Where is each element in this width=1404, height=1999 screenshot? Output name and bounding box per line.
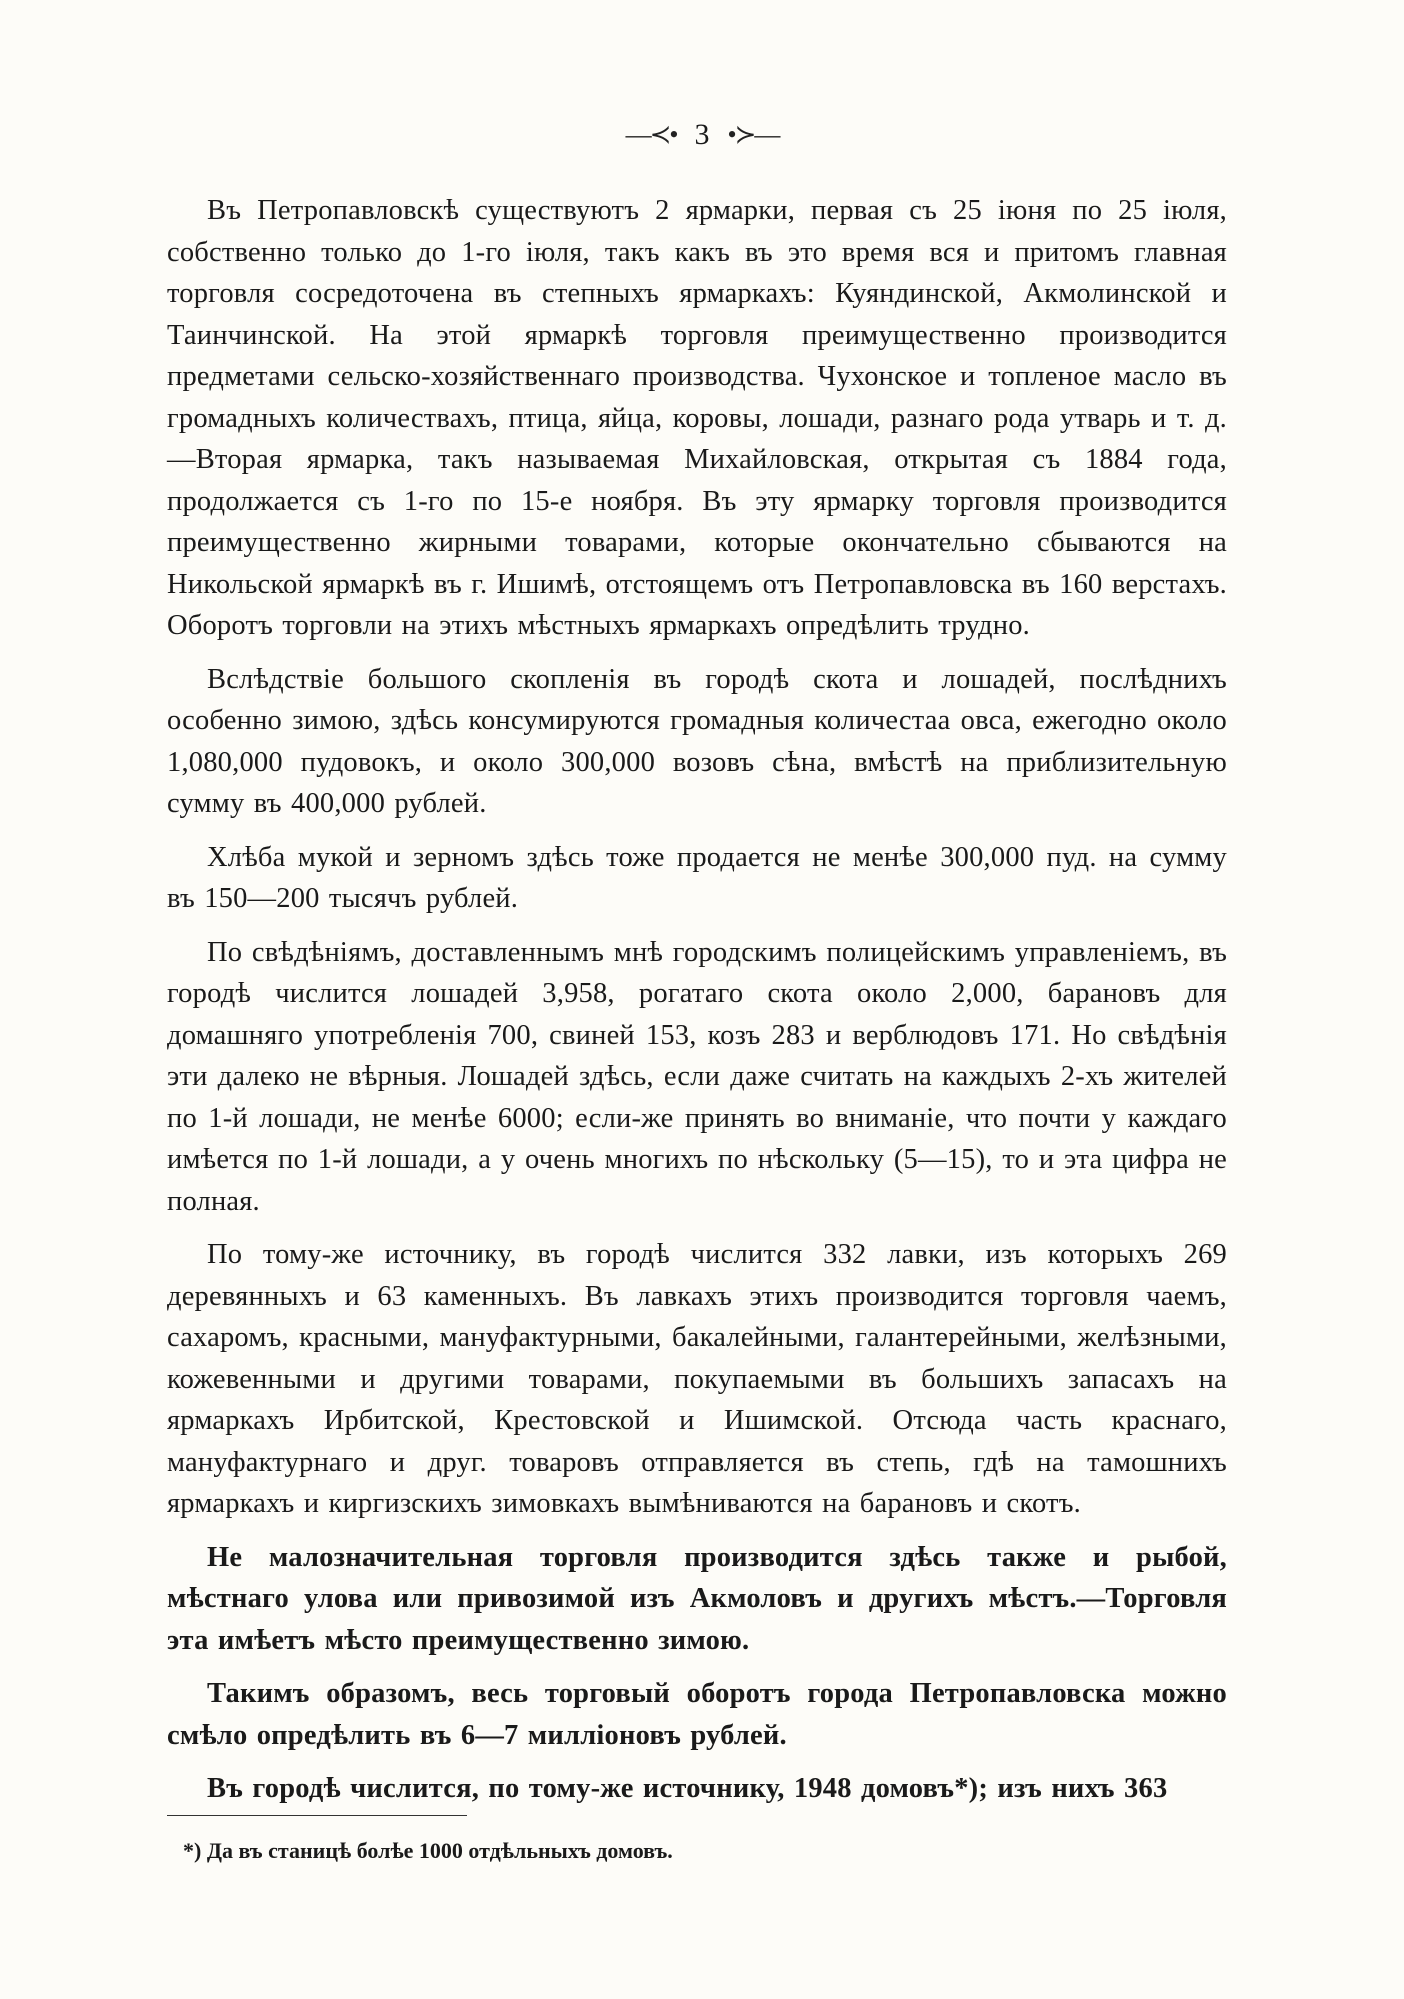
paragraph-fish: Не малозначительная торговля производится здѣсь также и рыбой, мѣстнаго улова или привозимой изъ Акмоловъ и другихъ мѣстъ.—Торговля эта имѣетъ мѣсто преимущественно зимою. [167, 1541, 1227, 1656]
paragraph-fairs: Въ Петропавловскѣ существуютъ 2 ярмарки, первая съ 25 іюня по 25 іюля, собственно только до 1-го іюля, такъ какъ въ это время вся и притомъ главная торговля сосредоточена въ степныхъ ярмаркахъ: Куяндинской, Акмолинской и Таинчинской. На этой ярмаркѣ торговля преимущественно производится предметами сельско-хозяйственнаго производства. Чухонское и топленое масло въ громадныхъ количествахъ, птица, яйца, коровы, лошади, разнаго рода утварь и т. д.—Вторая ярмарка, такъ называемая Михайловская, открытая съ 1884 года, продолжается съ 1-го по 15-е ноября. Въ эту ярмарку торговля производится преимущественно жирными товарами, которые окончательно сбываются на Никольской ярмаркѣ въ г. Ишимѣ, отстоящемъ отъ Петропавловска въ 160 верстахъ. Оборотъ торговли на этихъ мѣстныхъ ярмаркахъ опредѣлить трудно. [167, 195, 1227, 641]
body-text [167, 190, 1227, 1822]
paragraph-grain: Хлѣба мукой и зерномъ здѣсь тоже продается не менѣе 300,000 пуд. на сумму въ 150—200 тысячъ рублей. [167, 841, 1227, 914]
paragraph-shops: По тому-же источнику, въ городѣ числится 332 лавки, изъ которыхъ 269 деревянныхъ и 63 каменныхъ. Въ лавкахъ этихъ производится торговля чаемъ, сахаромъ, красными, мануфактурными, бакалейными, галантерейными, желѣзными, кожевенными и другими товарами, покупаемыми въ большихъ запасахъ на ярмаркахъ Ирбитской, Крестовской и Ишимской. Отсюда часть краснаго, мануфактурнаго и друг. товаровъ отправляется въ степь, гдѣ на тамошнихъ ярмаркахъ и киргизскихъ зимовкахъ вымѣниваются на барановъ и скотъ. [167, 1239, 1227, 1519]
page-number: 3 [694, 118, 710, 151]
paragraph-turnover: Такимъ образомъ, весь торговый оборотъ города Петропавловска можно смѣло опредѣлить въ 6—7 милліоновъ рублей. [167, 1678, 1227, 1751]
paragraph-oats-hay: Вслѣдствіе большого скопленія въ городѣ скота и лошадей, послѣднихъ особенно зимою, здѣсь консумируются громадныя количестаа овса, ежегодно около 1,080,000 пудовокъ, и около 300,000 возовъ сѣна, вмѣстѣ на приблизительную сумму въ 400,000 рублей. [167, 663, 1227, 819]
ornament-left-icon: —≺• [625, 120, 677, 149]
paragraph-livestock: По свѣдѣніямъ, доставленнымъ мнѣ городскимъ полицейскимъ управленіемъ, въ городѣ числится лошадей 3,958, рогатаго скота около 2,000, барановъ для домашняго употребленія 700, свиней 153, козъ 283 и верблюдовъ 171. Но свѣдѣнія эти далеко не вѣрныя. Лошадей здѣсь, если даже считать на каждыхъ 2-хъ жителей по 1-й лошади, не менѣе 6000; если-же принять во вниманіе, что почти у каждаго имѣется по 1-й лошади, а у очень многихъ по нѣскольку (5—15), то и эта цифра не полная. [167, 936, 1227, 1217]
footnote: *) Да въ станицѣ болѣе 1000 отдѣльныхъ домовъ. [183, 1838, 673, 1863]
footnote-divider [167, 1815, 467, 1816]
page-header [0, 118, 1404, 152]
paragraph-houses: Въ городѣ числится, по тому-же источнику, 1948 домовъ*); изъ нихъ 363 [207, 1773, 1168, 1804]
ornament-right-icon: •≻— [727, 120, 779, 149]
